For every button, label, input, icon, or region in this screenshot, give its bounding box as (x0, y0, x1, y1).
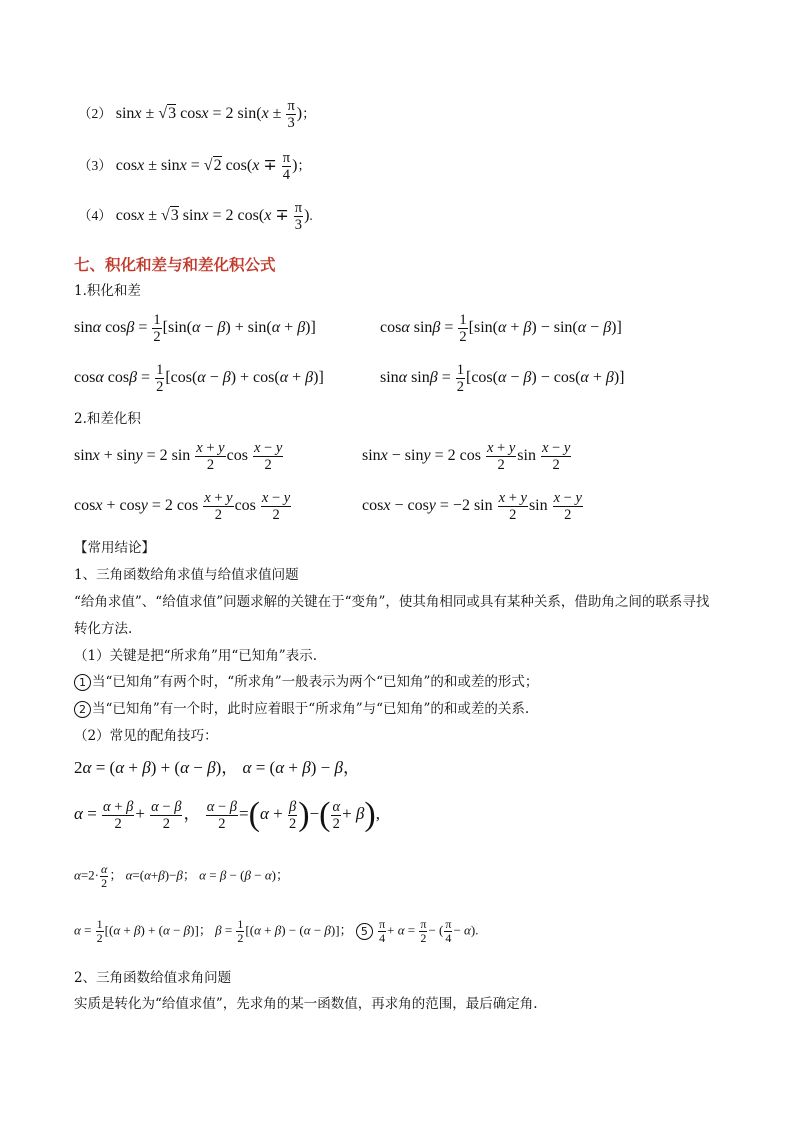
formula-cosx-plus-cosy: cosx + cosy = 2 cos $\frac{x + y}{2}$ cos $\frac{x - y}{2}$ (74, 490, 291, 523)
conclusion-1-desc-cont: 转化方法. (74, 621, 133, 637)
angle-formula-3: α=2· $\frac{\alpha}{2}$ ； α=(α+β)−β； α = β − (β − α)； (74, 862, 289, 890)
circled-number: 1 (74, 674, 91, 691)
formula-sin-sin: sinα sinβ = $\frac{1}{2}$ [cos(α − β) − cos(α + β)] (380, 362, 625, 395)
point-2: （2）常见的配角技巧： (74, 728, 218, 744)
formula-cosx-minus-cosy: cosx − cosy = −2 sin $\frac{x + y}{2}$ sin $\frac{x - y}{2}$ (362, 490, 582, 523)
identity-2-label: （2） (78, 106, 112, 122)
subsection-title: 1.积化和差 (74, 283, 141, 299)
angle-formula-1: 2α = (α + β) + (α − β)， α = (α + β) − β， (74, 758, 360, 777)
formula-sinx-plus-siny: sinx + siny = 2 sin $\frac{x + y}{2}$ cos $\frac{x - y}{2}$ (74, 440, 283, 473)
circled-number: 5 (356, 923, 373, 940)
conclusion-2-desc: 实质是转化为“给值求值”，先求角的某一函数值，再求角的范围，最后确定角. (74, 996, 538, 1012)
identity-3-label: （3） (78, 158, 112, 174)
identity-4: （4） cosx ± √3 sinx = 2 cos(x ∓ $\frac{\pi}{3}$ ). (78, 200, 313, 233)
formula-cos-sin: cosα sinβ = $\frac{1}{2}$ [sin(α + β) − sin(α − β)] (380, 312, 622, 345)
conclusions-title: 【常用结论】 (74, 540, 155, 556)
point-1: （1）关键是把“所求角”用“已知角”表示. (74, 648, 317, 664)
formula-sin-cos: sinα cosβ = $\frac{1}{2}$ [sin(α − β) + sin(α + β)] (74, 312, 316, 345)
formula-sinx-minus-siny: sinx − siny = 2 cos $\frac{x + y}{2}$ sin $\frac{x - y}{2}$ (362, 440, 571, 473)
case-2: 2 当“已知角”有一个时，此时应着眼于“所求角”与“已知角”的和或差的关系. (74, 700, 529, 718)
identity-4-label: （4） (78, 208, 112, 224)
conclusion-2-title: 2、三角函数给值求角问题 (74, 970, 232, 986)
conclusion-1-desc: “给角求值”、“给值求值”问题求解的关键在于“变角”，使其角相同或具有某种关系，借助角之间的联系寻找 (74, 594, 710, 610)
identity-2: （2） sinx ± √3 cosx = 2 sin(x ± $\frac{\pi}{3}$ )； (78, 98, 316, 131)
fraction: $\frac{\pi}{4}$ (282, 150, 291, 183)
section-heading: 七、积化和差与和差化积公式 (74, 256, 276, 274)
fraction: $\frac{\pi}{3}$ (287, 98, 295, 131)
fraction: $\frac{\pi}{3}$ (294, 200, 303, 233)
circled-number: 2 (74, 701, 91, 718)
conclusion-1-title: 1、三角函数给角求值与给值求值问题 (74, 567, 299, 583)
identity-3: （3） cosx ± sinx = √2 cos(x ∓ $\frac{\pi}{4}$ )； (78, 150, 311, 183)
angle-formula-2: α = $\frac{\alpha + \beta}{2}$ + $\frac{\alpha - \beta}{2}$ ， $\frac{\alpha - \beta}{2}$ =(α + $\frac{\beta}{2}$ )−( $\frac{\alpha}{2}$ + β), (74, 796, 380, 833)
subsection-title: 2.和差化积 (74, 411, 141, 427)
angle-formula-4: α = $\frac{1}{2}$ [(α + β) + (α − β)]； β = $\frac{1}{2}$ [(α + β) − (α − β)]； 5 $\frac{\pi}{4}$ + α = $\frac{\pi}{2}$ − ( $\frac{\pi}{4}$ − α). (74, 917, 479, 945)
case-1: 1 当“已知角”有两个时，“所求角”一般表示为两个“已知角”的和或差的形式； (74, 673, 538, 691)
formula-cos-cos: cosα cosβ = $\frac{1}{2}$ [cos(α − β) + cos(α + β)] (74, 362, 324, 395)
